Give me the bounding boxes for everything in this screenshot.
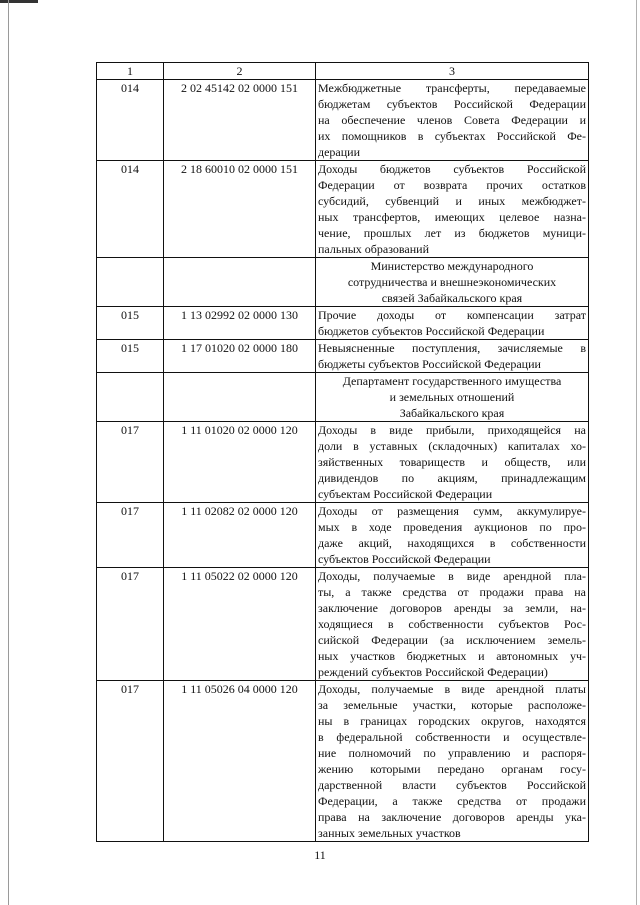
- revenue-description: [316, 503, 589, 568]
- administrator-code: 017: [97, 422, 164, 503]
- description-line: Доходы от размещения сумм, аккумулируе-: [318, 504, 586, 518]
- table-row: [97, 80, 589, 161]
- section-heading-line: связей Забайкальского края: [381, 291, 523, 305]
- administrator-code: 017: [97, 568, 164, 681]
- administrator-code: 014: [97, 161, 164, 258]
- section-heading-line: сотрудничества и внешнеэкономических: [347, 275, 557, 289]
- description-line: Прочие доходы от компенсации затрат: [318, 308, 586, 322]
- budget-classification-code: 1 11 01020 02 0000 120: [164, 422, 316, 503]
- section-heading-code-cell: [97, 258, 164, 307]
- description-line: доли в уставных (складочных) капиталах хо-: [318, 439, 586, 453]
- budget-classification-code: 1 17 01020 02 0000 180: [164, 340, 316, 373]
- section-heading-code-cell: [97, 373, 164, 422]
- table-row: [97, 681, 589, 842]
- description-line: жению которыми передано органам госу-: [318, 762, 586, 776]
- description-line: субъектам Российской Федерации: [318, 487, 493, 501]
- revenue-description: [316, 681, 589, 842]
- budget-classification-code: 1 11 05022 02 0000 120: [164, 568, 316, 681]
- section-heading: [316, 258, 589, 307]
- scan-edge-left: [8, 0, 9, 905]
- description-line: сийской Федерации (за исключением земель-: [318, 633, 586, 647]
- header-col-1: 1: [97, 63, 164, 80]
- administrator-code: 015: [97, 307, 164, 340]
- description-line: ных участков бюджетных и автономных уч-: [318, 649, 586, 663]
- description-line: пальных образований: [318, 242, 429, 256]
- table-row: [97, 422, 589, 503]
- administrator-code: 015: [97, 340, 164, 373]
- budget-classification-code: 2 02 45142 02 0000 151: [164, 80, 316, 161]
- header-col-2: 2: [164, 63, 316, 80]
- description-line: ходящиеся в собственности субъектов Рос-: [318, 617, 586, 631]
- section-heading-line: Департамент государственного имущества: [342, 374, 562, 388]
- revenue-description: [316, 80, 589, 161]
- description-line: в федеральной собственности и осуществле-: [318, 730, 586, 744]
- revenue-description: [316, 307, 589, 340]
- description-line: дивидендов по акциям, принадлежащим: [318, 471, 586, 485]
- description-line: заключение договоров аренды за земли, на-: [318, 601, 586, 615]
- description-line: Невыясненные поступления, зачисляемые в: [318, 341, 586, 355]
- description-line: Межбюджетные трансферты, передаваемые: [318, 81, 586, 95]
- budget-classification-code: 2 18 60010 02 0000 151: [164, 161, 316, 258]
- table-row: [97, 307, 589, 340]
- description-line: субъектов Российской Федерации: [318, 552, 491, 566]
- description-line: даже акций, находящихся в собственности: [318, 536, 586, 550]
- table-body: [97, 80, 589, 842]
- section-heading: [316, 373, 589, 422]
- description-line: субсидий, субвенций и иных межбюджет-: [318, 194, 586, 208]
- scan-corner-mark: [0, 0, 38, 3]
- section-heading-row: [97, 258, 589, 307]
- section-heading-kbk-cell: [164, 373, 316, 422]
- revenue-codes-table: [96, 62, 589, 842]
- description-line: за земельные участки, которые расположе-: [318, 698, 586, 712]
- description-line: права на заключение договоров аренды ука-: [318, 810, 586, 824]
- description-line: зяйственных товариществ и обществ, или: [318, 455, 586, 469]
- description-line: бюджетов субъектов Российской Федерации: [318, 324, 545, 338]
- section-heading-kbk-cell: [164, 258, 316, 307]
- description-line: бюджетам субъектов Российской Федерации: [318, 97, 586, 111]
- description-line: реждений субъектов Российской Федерации): [318, 665, 548, 679]
- table-row: [97, 161, 589, 258]
- description-line: Доходы в виде прибыли, приходящейся на: [318, 423, 586, 437]
- section-heading-row: [97, 373, 589, 422]
- description-line: дарственной власти субъектов Российской: [318, 778, 586, 792]
- header-col-3: 3: [316, 63, 589, 80]
- description-line: Доходы, получаемые в виде арендной платы: [318, 682, 586, 696]
- revenue-description: [316, 568, 589, 681]
- description-line: дерации: [318, 145, 361, 159]
- administrator-code: 017: [97, 503, 164, 568]
- administrator-code: 017: [97, 681, 164, 842]
- page-number: 11: [314, 848, 326, 862]
- budget-classification-code: 1 11 02082 02 0000 120: [164, 503, 316, 568]
- description-line: ных трансфертов, имеющих целевое назна-: [318, 210, 586, 224]
- description-line: ны в границах городских округов, находятся: [318, 714, 586, 728]
- revenue-description: [316, 422, 589, 503]
- section-heading-line: Министерство международного: [370, 259, 534, 273]
- description-line: Доходы бюджетов субъектов Российской: [318, 162, 586, 176]
- description-line: их помощников в субъектах Российской Фе-: [318, 129, 586, 143]
- description-line: ние полномочий по управлению и распоря-: [318, 746, 586, 760]
- description-line: Доходы, получаемые в виде арендной пла-: [318, 569, 586, 583]
- budget-classification-code: 1 13 02992 02 0000 130: [164, 307, 316, 340]
- description-line: на обеспечение членов Совета Федерации и: [318, 113, 586, 127]
- description-line: Федерации от возврата прочих остатков: [318, 178, 586, 192]
- section-heading-line: и земельных отношений: [389, 390, 515, 404]
- description-line: ты, а также средства от продажи права на: [318, 585, 586, 599]
- description-line: Федерации, а также средства от продажи: [318, 794, 586, 808]
- table-row: [97, 340, 589, 373]
- section-heading-line: Забайкальского края: [399, 406, 505, 420]
- table-header-row: [97, 63, 589, 80]
- budget-classification-code: 1 11 05026 04 0000 120: [164, 681, 316, 842]
- revenue-description: [316, 340, 589, 373]
- revenue-description: [316, 161, 589, 258]
- description-line: чение, прошлых лет из бюджетов муници-: [318, 226, 586, 240]
- description-line: мых в ходе проведения аукционов по про-: [318, 520, 586, 534]
- description-line: бюджеты субъектов Российской Федерации: [318, 357, 541, 371]
- administrator-code: 014: [97, 80, 164, 161]
- scan-edge-right: [636, 0, 637, 905]
- table-row: [97, 568, 589, 681]
- table-row: [97, 503, 589, 568]
- description-line: занных земельных участков: [318, 826, 461, 840]
